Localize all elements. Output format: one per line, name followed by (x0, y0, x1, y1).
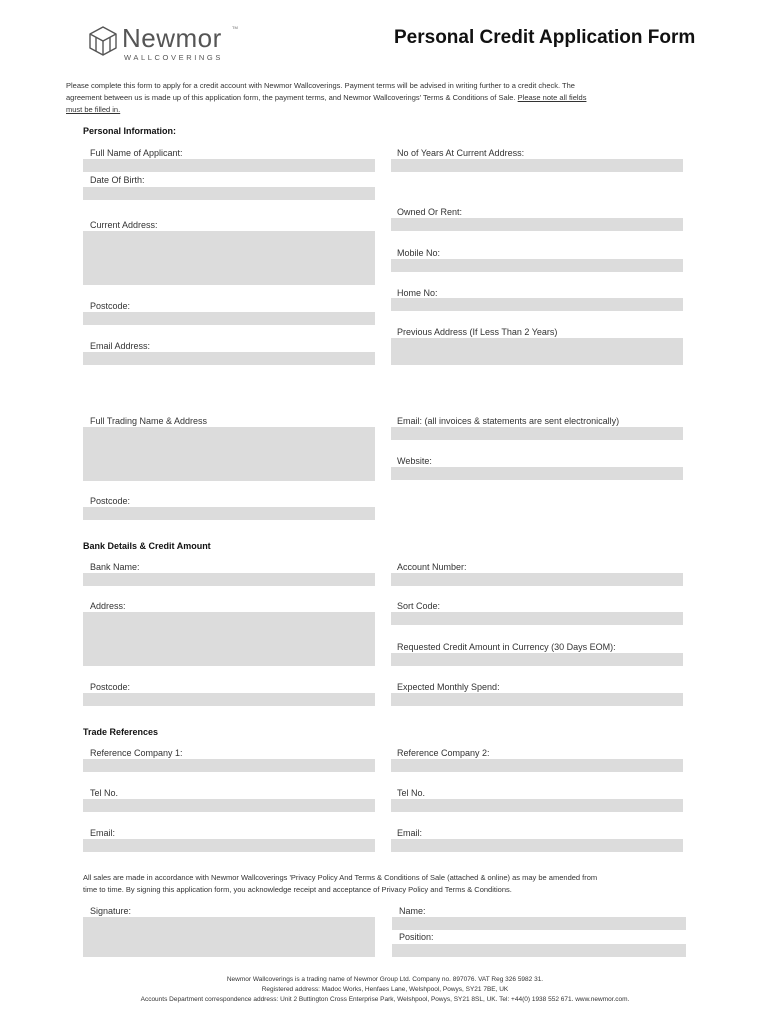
trading-email-field[interactable] (391, 427, 683, 440)
requested-credit-field[interactable] (391, 653, 683, 666)
postcode-label: Postcode: (90, 301, 131, 311)
bank-address-label: Address: (90, 601, 126, 611)
reference-tel-1-field[interactable] (83, 799, 375, 812)
previous-address-label: Previous Address (If Less Than 2 Years) (397, 327, 558, 337)
logo-subtitle: WALLCOVERINGS (124, 53, 223, 62)
footer-line-1: Newmor Wallcoverings is a trading name of Newmor Group Ltd. Company no. 897076. VAT Reg 326 5982 31. (226, 976, 544, 983)
current-address-label: Current Address: (90, 220, 158, 230)
trading-postcode-field[interactable] (83, 507, 375, 520)
logo (86, 22, 246, 66)
email-address-label: Email Address: (90, 341, 151, 351)
trading-name-label: Full Trading Name & Address (90, 416, 208, 426)
trading-name-field[interactable] (83, 427, 375, 481)
home-label: Home No: (397, 288, 438, 298)
reference-tel-2-label: Tel No. (397, 788, 426, 798)
signature-box[interactable] (83, 917, 375, 957)
account-number-label: Account Number: (397, 562, 467, 572)
sort-code-field[interactable] (391, 612, 683, 625)
requested-credit-label: Requested Credit Amount in Currency (30 Days EOM): (397, 642, 616, 652)
sort-code-label: Sort Code: (397, 601, 441, 611)
intro-note: Please note all fields (517, 93, 587, 102)
footer-line-2: Registered address: Madoc Works, Henfaes Lane, Welshpool, Powys, SY21 7BE, UK (261, 986, 509, 993)
personal-heading: Personal Information: (83, 126, 177, 136)
reference-email-1-field[interactable] (83, 839, 375, 852)
reference-company-2-field[interactable] (391, 759, 683, 772)
previous-address-field[interactable] (391, 338, 683, 365)
reference-email-1-label: Email: (90, 828, 116, 838)
full-name-label: Full Name of Applicant: (90, 148, 183, 158)
owned-rent-field[interactable] (391, 218, 683, 231)
footer-line-3: Accounts Department correspondence address: Unit 2 Buttington Cross Enterprise Park, Welshpool, Powys, SY21 8SL, UK. Tel: +44(0) 1938 552 671. www.newmor.com. (140, 996, 630, 1003)
intro-text (66, 80, 706, 116)
monthly-spend-label: Expected Monthly Spend: (397, 682, 500, 692)
full-name-field[interactable] (83, 159, 375, 172)
agreement-line-1: All sales are made in accordance with Newmor Wallcoverings 'Privacy Policy And Terms & Conditions of Sale (attached & online) as may be amended from (83, 873, 598, 882)
website-label: Website: (397, 456, 432, 466)
signature-label: Signature: (90, 906, 132, 916)
mobile-field[interactable] (391, 259, 683, 272)
dob-label: Date Of Birth: (90, 175, 145, 185)
email-address-field[interactable] (83, 352, 375, 365)
intro-line-2 (66, 92, 706, 104)
reference-company-2-label: Reference Company 2: (397, 748, 490, 758)
bank-postcode-field[interactable] (83, 693, 375, 706)
postcode-field[interactable] (83, 312, 375, 325)
reference-email-2-field[interactable] (391, 839, 683, 852)
trading-postcode-label: Postcode: (90, 496, 131, 506)
agreement-text (83, 872, 703, 896)
account-number-field[interactable] (391, 573, 683, 586)
dob-field[interactable] (83, 187, 375, 200)
mobile-label: Mobile No: (397, 248, 441, 258)
monthly-spend-field[interactable] (391, 693, 683, 706)
intro-line-1: Please complete this form to apply for a credit account with Newmor Wallcoverings. Payment terms will be advised in writing further to a credit check. The (66, 81, 575, 90)
bank-name-field[interactable] (83, 573, 375, 586)
logo-trademark: TM (232, 25, 238, 30)
intro-line-3: must be filled in. (66, 105, 121, 114)
bank-address-field[interactable] (83, 612, 375, 666)
position-field[interactable] (392, 944, 686, 957)
reference-tel-2-field[interactable] (391, 799, 683, 812)
website-field[interactable] (391, 467, 683, 480)
agreement-line-2: time to time. By signing this application form, you acknowledge receipt and acceptance of Privacy Policy and Terms & Conditions. (83, 885, 512, 894)
intro-line-2a: agreement between us is made up of this application form, the payment terms, and Newmor Wallcoverings' Terms & Conditions of Sale. (66, 93, 518, 102)
reference-tel-1-label: Tel No. (90, 788, 119, 798)
home-field[interactable] (391, 298, 683, 311)
references-heading: Trade References (83, 727, 159, 737)
bank-name-label: Bank Name: (90, 562, 140, 572)
position-label: Position: (399, 932, 434, 942)
bank-postcode-label: Postcode: (90, 682, 131, 692)
owned-rent-label: Owned Or Rent: (397, 207, 463, 217)
page-title: Personal Credit Application Form (394, 27, 696, 48)
name-field[interactable] (392, 917, 686, 930)
reference-email-2-label: Email: (397, 828, 423, 838)
years-at-address-label: No of Years At Current Address: (397, 148, 525, 158)
logo-cube-icon (88, 25, 118, 57)
years-at-address-field[interactable] (391, 159, 683, 172)
name-label: Name: (399, 906, 426, 916)
reference-company-1-label: Reference Company 1: (90, 748, 183, 758)
logo-name: Newmor (122, 23, 222, 53)
current-address-field[interactable] (83, 231, 375, 285)
trading-email-label: Email: (all invoices & statements are sent electronically) (397, 416, 620, 426)
reference-company-1-field[interactable] (83, 759, 375, 772)
bank-heading: Bank Details & Credit Amount (83, 541, 211, 551)
